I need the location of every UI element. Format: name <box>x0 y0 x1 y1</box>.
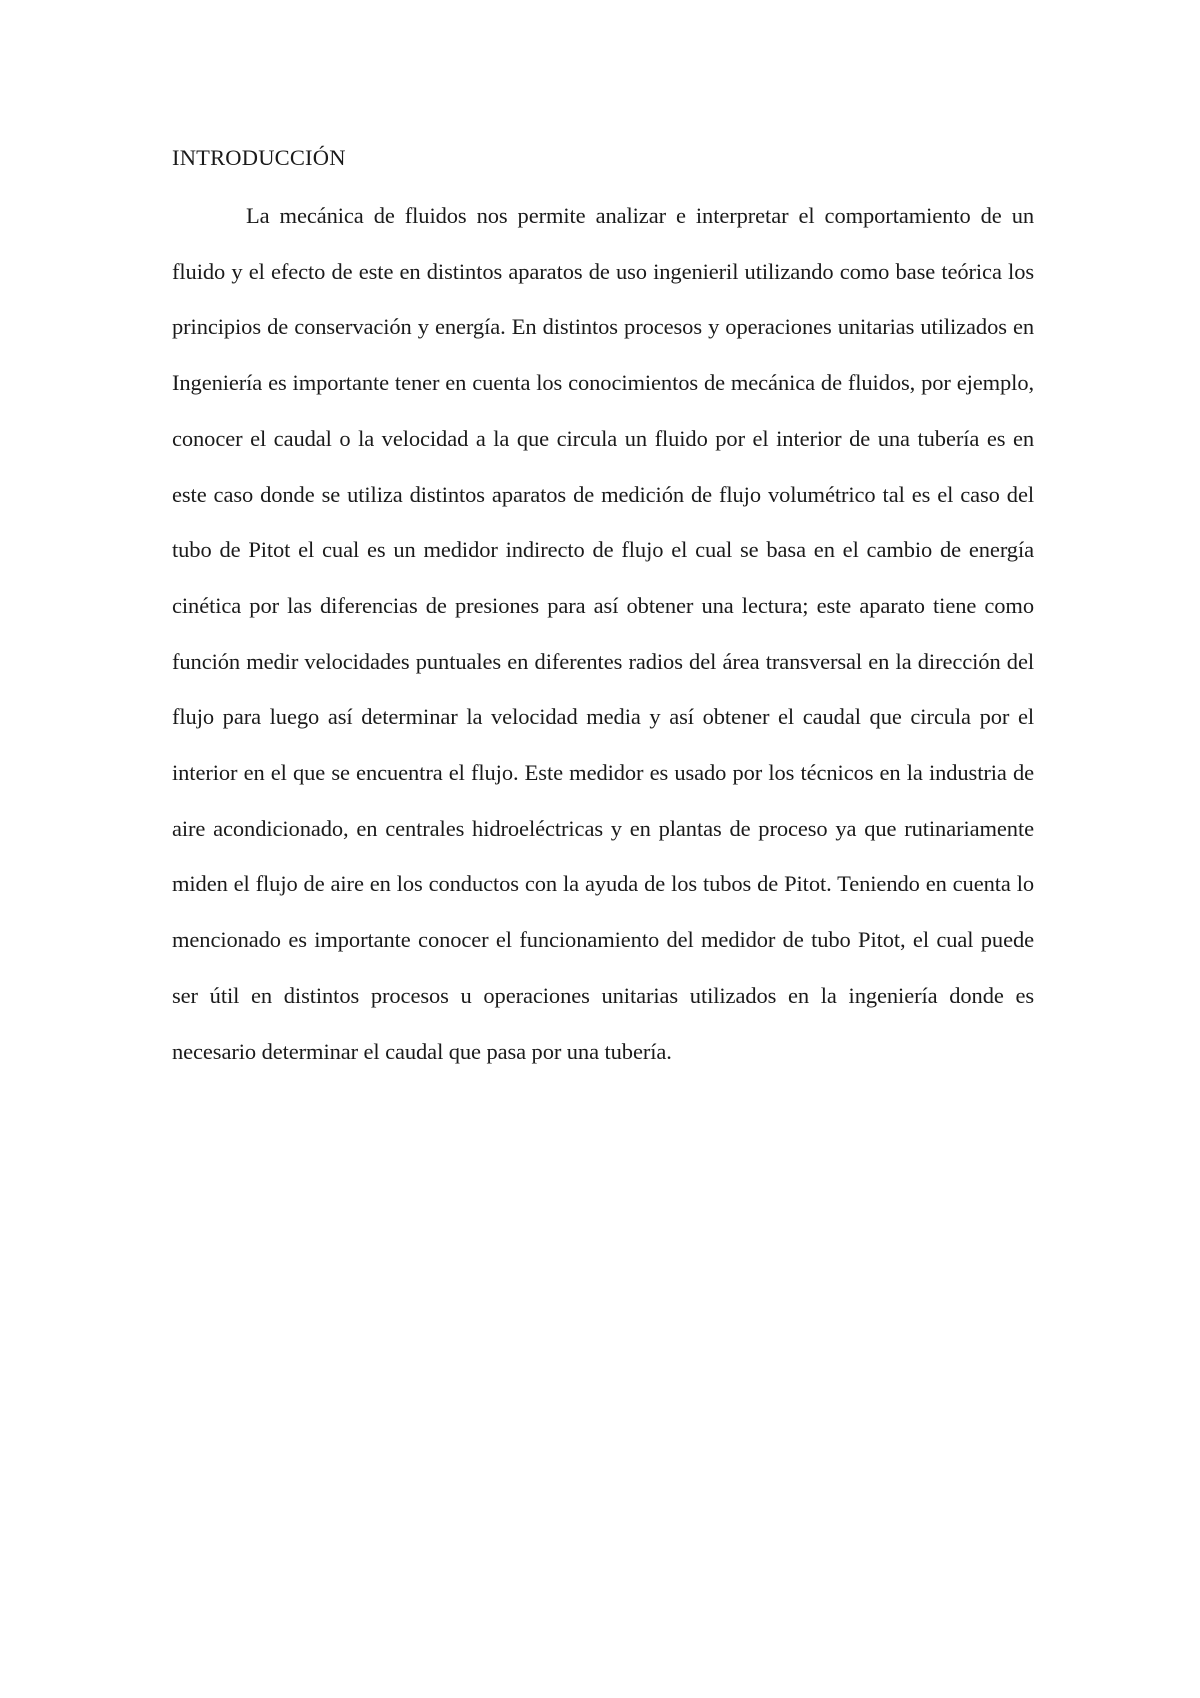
section-heading: INTRODUCCIÓN <box>172 145 346 170</box>
introduction-paragraph: La mecánica de fluidos nos permite analizar e interpretar el comportamiento de un fluido y el efecto de este en distintos aparatos de uso ingenieril utilizando como base teórica los principios de conservación y energía. En distintos procesos y operaciones unitarias utilizados en Ingeniería es importante tener en cuenta los conocimientos de mecánica de fluidos, por ejemplo, conocer el caudal o la velocidad a la que circula un fluido por el interior de una tubería es en este caso donde se utiliza distintos aparatos de medición de flujo volumétrico tal es el caso del tubo de Pitot el cual es un medidor indirecto de flujo el cual se basa en el cambio de energía cinética por las diferencias de presiones para así obtener una lectura; este aparato tiene como función medir velocidades puntuales en diferentes radios del área transversal en la dirección del flujo para luego así determinar la velocidad media y así obtener el caudal que circula por el interior en el que se encuentra el flujo. Este medidor es usado por los técnicos en la industria de aire acondicionado, en centrales hidroeléctricas y en plantas de proceso ya que rutinariamente miden el flujo de aire en los conductos con la ayuda de los tubos de Pitot. Teniendo en cuenta lo mencionado es importante conocer el funcionamiento del medidor de tubo Pitot, el cual puede ser útil en distintos procesos u operaciones unitarias utilizados en la ingeniería donde es necesario determinar el caudal que pasa por una tubería. <box>172 203 1034 1064</box>
document-body <box>172 142 1034 1079</box>
